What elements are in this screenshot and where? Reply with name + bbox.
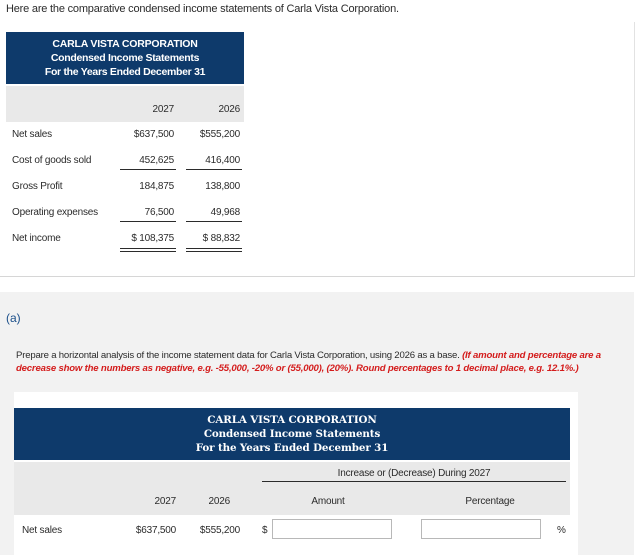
analysis-header xyxy=(14,408,570,460)
opex-2026: 49,968 xyxy=(210,207,240,218)
increase-decrease-header: Increase or (Decrease) During 2027 xyxy=(337,468,491,479)
part-a-label: (a) xyxy=(6,311,21,325)
net-income-2027: $ 108,375 xyxy=(131,233,174,244)
amount-col-header: Amount xyxy=(311,496,345,507)
row-label-cogs: Cost of goods sold xyxy=(12,155,92,166)
analysis-col-2026: 2026 xyxy=(208,496,230,507)
underline xyxy=(120,221,176,222)
statement-subtitle: Condensed Income Statements xyxy=(50,52,200,64)
instruction-text: Prepare a horizontal analysis of the income statement data for Carla Vista Corporation, using 2026 as a base. xyxy=(16,350,460,361)
cogs-2027: 452,625 xyxy=(139,155,174,166)
percentage-col-header: Percentage xyxy=(465,496,515,507)
analysis-net-sales-2026: $555,200 xyxy=(199,525,240,536)
double-underline xyxy=(120,248,176,252)
row-label-gross-profit: Gross Profit xyxy=(12,181,63,192)
opex-2027: 76,500 xyxy=(144,207,174,218)
analysis-col-2027: 2027 xyxy=(154,496,176,507)
net-income-2026: $ 88,832 xyxy=(202,233,240,244)
statement-header xyxy=(6,32,244,84)
dollar-sign: $ xyxy=(262,525,268,536)
row-label-net-income: Net income xyxy=(12,233,61,244)
amount-input[interactable] xyxy=(272,519,392,539)
analysis-company-name: CARLA VISTA CORPORATION xyxy=(207,414,377,426)
net-sales-2027: $637,500 xyxy=(133,129,174,140)
row-label-operating-expenses: Operating expenses xyxy=(12,207,98,218)
analysis-row-label-net-sales: Net sales xyxy=(22,525,62,536)
row-label-net-sales: Net sales xyxy=(12,129,52,140)
underline xyxy=(186,221,242,222)
col-header-2027: 2027 xyxy=(152,104,174,115)
underline xyxy=(186,169,242,170)
underline xyxy=(120,169,176,170)
col-header-2026: 2026 xyxy=(218,104,240,115)
company-name: CARLA VISTA CORPORATION xyxy=(52,38,198,50)
analysis-period: For the Years Ended December 31 xyxy=(195,442,389,454)
net-sales-2026: $555,200 xyxy=(199,129,240,140)
instructions xyxy=(16,349,626,375)
statement-period: For the Years Ended December 31 xyxy=(44,66,206,78)
analysis-subtitle: Condensed Income Statements xyxy=(203,428,381,440)
gross-profit-2026: 138,800 xyxy=(205,181,240,192)
intro-text: Here are the comparative condensed income statements of Carla Vista Corporation. xyxy=(6,3,399,15)
analysis-net-sales-2027: $637,500 xyxy=(135,525,176,536)
header-rule xyxy=(262,481,566,482)
percentage-input[interactable] xyxy=(421,519,541,539)
double-underline xyxy=(186,248,242,252)
cogs-2026: 416,400 xyxy=(205,155,240,166)
gross-profit-2027: 184,875 xyxy=(139,181,174,192)
instruction-note: (If amount and percentage are a decrease show the numbers as negative, e.g. -55,000, -20% or (55,000), (20%). Round percentages to 1 decimal place, e.g. 12.1%.) xyxy=(16,350,601,374)
percent-sign: % xyxy=(557,525,566,536)
